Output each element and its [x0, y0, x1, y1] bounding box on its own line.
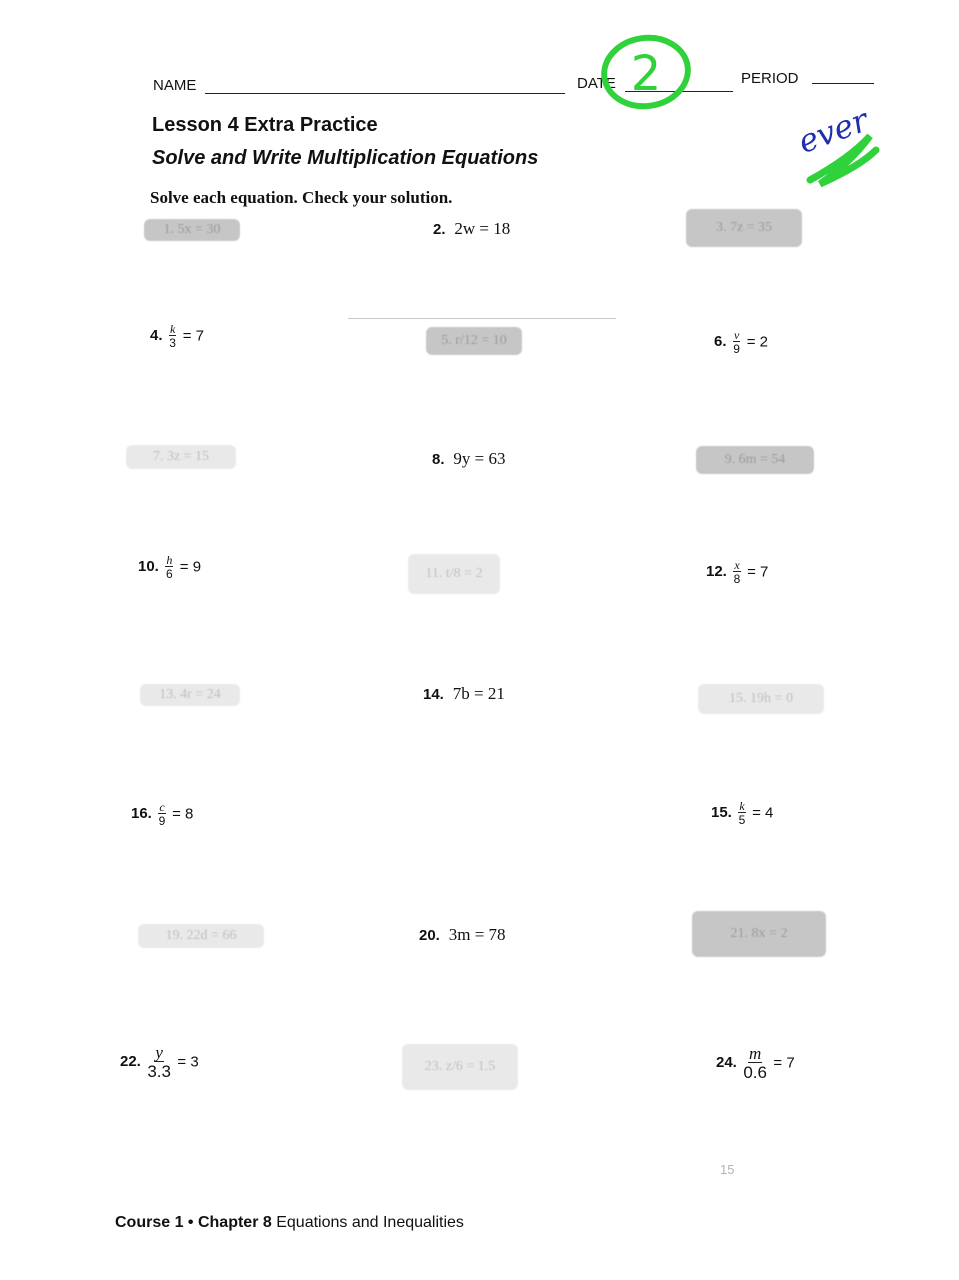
erased-problem-19: 19. 22d = 66	[138, 924, 264, 948]
handwritten-circle-mark	[596, 30, 704, 130]
problem-10: 10. $\frac{h}{6}$ = 9	[138, 553, 202, 581]
faint-line	[348, 318, 616, 319]
erased-problem-5: 5. r/12 = 10	[426, 327, 522, 355]
problem-6: 6. $\frac{v}{9}$ = 2	[714, 328, 769, 356]
erased-problem-3: 3. 7z = 35	[686, 209, 802, 247]
problem-12: 12. $\frac{x}{8}$ = 7	[706, 558, 769, 586]
problem-16: 16. $\frac{c}{9}$ = 8	[131, 800, 194, 828]
period-line[interactable]	[812, 83, 874, 84]
erased-problem-23: 23. z/6 = 1.5	[402, 1044, 518, 1090]
problem-24: 24. $\frac{m}{0.6}$ = 7	[716, 1044, 795, 1082]
problem-22: 22. $\frac{y}{3.3}$ = 3	[120, 1043, 199, 1081]
erased-problem-7: 7. 3z = 15	[126, 445, 236, 469]
problem-15b: 15. $\frac{k}{5}$ = 4	[711, 799, 774, 827]
faint-mark: 15	[720, 1162, 735, 1177]
lesson-subtitle: Solve and Write Multiplication Equations	[152, 147, 539, 169]
erased-problem-13: 13. 4r = 24	[140, 684, 240, 706]
date-label: DATE	[577, 75, 616, 92]
problem-8: 8. 9y = 63	[432, 449, 506, 468]
problem-2: 2. 2w = 18	[433, 219, 511, 238]
instructions: Solve each equation. Check your solution.	[150, 188, 453, 207]
handwritten-word: ever	[793, 100, 874, 161]
handwritten-ever-mark	[790, 88, 900, 198]
footer-topic: Equations and Inequalities	[276, 1214, 464, 1231]
erased-problem-9: 9. 6m = 54	[696, 446, 814, 474]
erased-problem-11: 11. t/8 = 2	[408, 554, 500, 594]
handwritten-circled-number: 2	[630, 46, 662, 102]
page-footer: Course 1 • Chapter 8 Equations and Inequalities	[115, 1214, 464, 1231]
erased-problem-21: 21. 8x = 2	[692, 911, 826, 957]
name-label: NAME	[153, 77, 197, 94]
problem-4: 4. $\frac{k}{3}$ = 7	[150, 322, 205, 350]
problem-20: 20. 3m = 78	[419, 925, 506, 944]
footer-chapter: Chapter 8	[197, 1214, 272, 1231]
lesson-title: Lesson 4 Extra Practice	[152, 114, 378, 136]
erased-problem-15a: 15. 19h = 0	[698, 684, 824, 714]
period-label: PERIOD	[741, 70, 799, 87]
erased-problem-1: 1. 5x = 30	[144, 219, 240, 241]
name-line[interactable]	[205, 93, 565, 94]
footer-course: Course 1	[115, 1214, 184, 1231]
problem-14: 14. 7b = 21	[423, 684, 505, 703]
